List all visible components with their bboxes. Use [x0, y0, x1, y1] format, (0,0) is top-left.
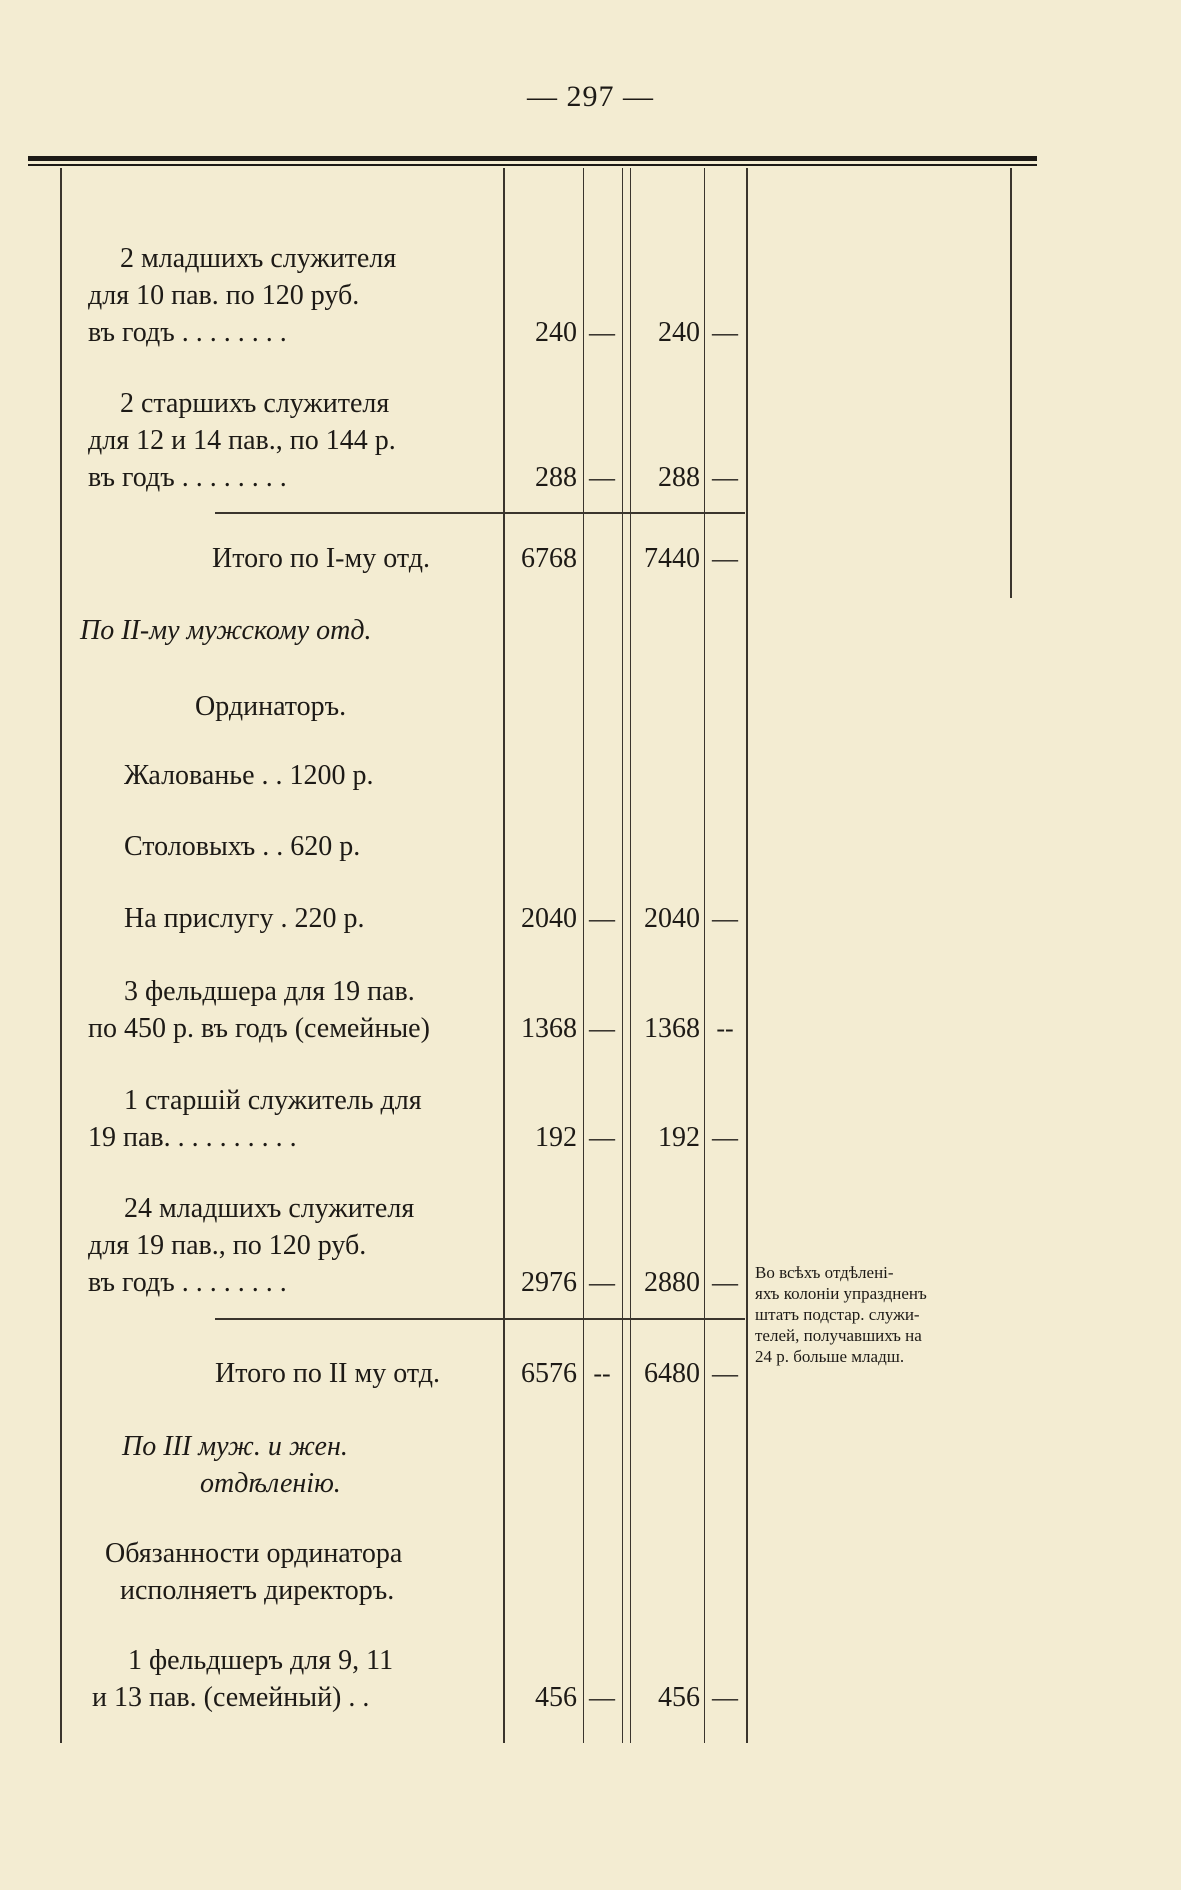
section-ii-heading: По II-му мужскому отд. [80, 615, 372, 646]
side-note-line: 24 р. больше младш. [755, 1347, 905, 1366]
row14-d2: — [712, 1683, 738, 1712]
row0-line2: для 10 пав. по 120 руб. [88, 280, 360, 311]
row8-line2: по 450 р. въ годъ (семейные) [88, 1013, 430, 1044]
side-note-line: телей, получавшихъ на [755, 1326, 922, 1345]
row14-d1: — [589, 1683, 615, 1712]
row10-d1: — [589, 1268, 615, 1297]
column-line-text-end [503, 168, 505, 1743]
row7-d1: — [589, 904, 615, 933]
total2-d2: — [712, 1359, 738, 1388]
row1-d1: — [589, 463, 615, 492]
row8-col1: 1368 [521, 1013, 577, 1044]
row1-col1: 288 [535, 462, 577, 493]
row10-d2: — [712, 1268, 738, 1297]
row8-col2: 1368 [644, 1013, 700, 1044]
row1-line2: для 12 и 14 пав., по 144 р. [88, 425, 396, 456]
board-line: Столовыхъ . . 620 р. [124, 831, 361, 862]
row0-d2: — [712, 318, 738, 347]
total2-col2: 6480 [644, 1358, 700, 1389]
row7-col1: 2040 [521, 903, 577, 934]
top-rule-thin [28, 164, 1037, 166]
column-line-right [1010, 168, 1012, 598]
page-number: — 297 — [527, 80, 654, 113]
row0-col2: 240 [658, 317, 700, 348]
row10-col2: 2880 [644, 1267, 700, 1298]
side-note-line: штатъ подстар. служи- [755, 1305, 920, 1324]
row9-line1: 1 старшій служитель для [124, 1085, 422, 1116]
servants-line: На прислугу . 220 р. [124, 903, 365, 934]
row14-col2: 456 [658, 1682, 700, 1713]
total1-text-rule [215, 512, 505, 514]
row10-col1: 2976 [521, 1267, 577, 1298]
total2-num-rule [505, 1318, 745, 1320]
row0-col1: 240 [535, 317, 577, 348]
side-note [755, 1262, 1013, 1367]
row9-col2: 192 [658, 1122, 700, 1153]
section-iii-heading-line2: отдѣленію. [200, 1468, 341, 1499]
row0-line3: въ годъ . . . . . . . . [88, 317, 287, 348]
row9-line2: 19 пав. . . . . . . . . . [88, 1122, 297, 1153]
total2-col1: 6576 [521, 1358, 577, 1389]
row10-line1: 24 младшихъ служителя [124, 1193, 415, 1224]
row9-d2: — [712, 1123, 738, 1152]
row9-d1: — [589, 1123, 615, 1152]
row0-d1: — [589, 318, 615, 347]
total2-label: Итого по II му отд. [215, 1358, 440, 1389]
row13-line2: исполняетъ директоръ. [120, 1575, 395, 1606]
total1-label: Итого по I-му отд. [212, 543, 430, 574]
total1-num-rule [505, 512, 745, 514]
row7-d2: — [712, 904, 738, 933]
total2-d1: -- [593, 1359, 611, 1388]
side-note-line: Во всѣхъ отдѣлені- [755, 1263, 894, 1282]
total1-d2: — [712, 544, 738, 573]
column-line-dash1 [583, 168, 584, 1743]
column-line-left [60, 168, 62, 1743]
total1-col2: 7440 [644, 543, 700, 574]
salary-line: Жалованье . . 1200 р. [124, 760, 374, 791]
row14-line2: и 13 пав. (семейный) . . [92, 1682, 370, 1713]
top-rule-thick [28, 156, 1037, 161]
column-line-notes-start [746, 168, 748, 1743]
ordinator-heading: Ординаторъ. [195, 691, 347, 722]
total1-col1: 6768 [521, 543, 577, 574]
row0-line1: 2 младшихъ служителя [120, 243, 397, 274]
column-line-col2-start [622, 168, 623, 1743]
column-line-col2-inner [630, 168, 631, 1743]
row10-line2: для 19 пав., по 120 руб. [88, 1230, 367, 1261]
column-line-dash2 [704, 168, 705, 1743]
row1-d2: — [712, 463, 738, 492]
row8-d2: -- [716, 1014, 734, 1043]
row14-line1: 1 фельдшеръ для 9, 11 [128, 1645, 394, 1676]
row10-line3: въ годъ . . . . . . . . [88, 1267, 287, 1298]
side-note-line: яхъ колоніи упраздненъ [755, 1284, 927, 1303]
total2-text-rule [215, 1318, 505, 1320]
section-iii-heading-line1: По III муж. и жен. [122, 1431, 348, 1462]
row1-col2: 288 [658, 462, 700, 493]
row9-col1: 192 [535, 1122, 577, 1153]
row1-line3: въ годъ . . . . . . . . [88, 462, 287, 493]
row14-col1: 456 [535, 1682, 577, 1713]
row7-col2: 2040 [644, 903, 700, 934]
row13-line1: Обязанности ординатора [105, 1538, 403, 1569]
row8-line1: 3 фельдшера для 19 пав. [124, 976, 415, 1007]
row8-d1: — [589, 1014, 615, 1043]
row1-line1: 2 старшихъ служителя [120, 388, 390, 419]
